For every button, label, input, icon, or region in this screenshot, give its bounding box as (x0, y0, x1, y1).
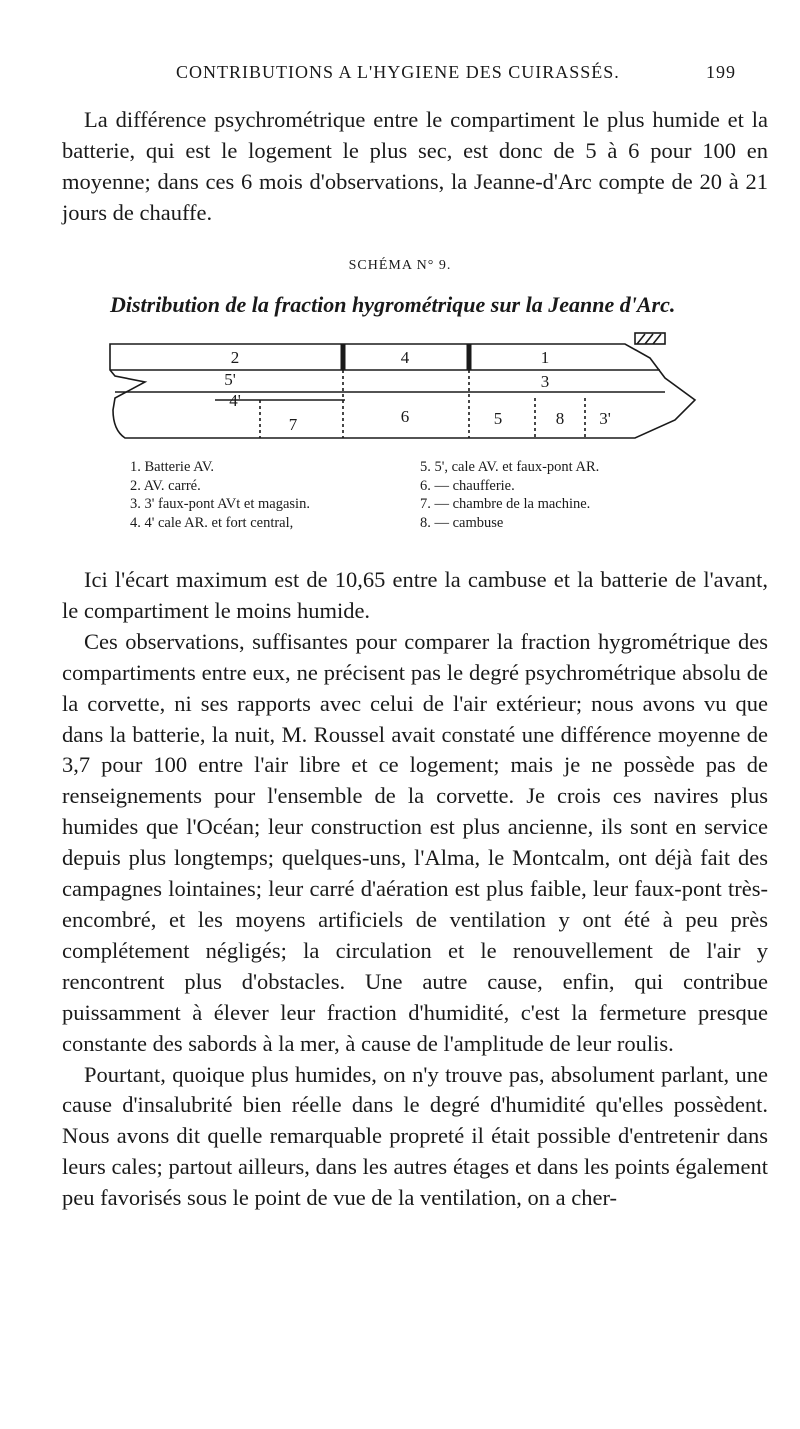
running-title: CONTRIBUTIONS A L'HYGIENE DES CUIRASSÉS. (176, 62, 620, 82)
running-header (176, 62, 736, 83)
compartment-3: 3 (540, 372, 550, 391)
compartment-1: 1 (540, 348, 550, 367)
schema-label: SCHÉMA N° 9. (348, 258, 452, 273)
compartment-7: 7 (288, 415, 298, 434)
legend-item: 1. Batterie AV. (130, 459, 215, 475)
diagram-legend (130, 458, 690, 532)
body-paragraph: Ces observations, suffisantes pour comparer la fraction hygrométrique des compartiments entre eux, ne précisent pas le degré psychrométrique absolu de la corvette, ni ses rapports avec celui de l'air extérieur; nous avons vu que dans la batterie, la nuit, M. Roussel avait constaté une différence moyenne de 3,7 pour 100 entre l'air libre et ce logement; mais je ne possède pas de renseignements pour l'ensemble de la corvette. Je crois ces navires plus humides que l'Océan; leur construction est plus ancienne, ils sont en service depuis plus longtemps; quelques-uns, l'Alma, le Montcalm, ont déjà fait des campagnes lointaines; leur carré d'aération est plus faible, leur faux-pont très-encombré, et les moyens artificiels de ventilation y ont été à peu près complétement négligés; la circulation et le renouvellement de l'air y rencontrent plus d'obstacles. Une autre cause, enfin, qui contribue puissamment à élever leur fraction d'humidité, c'est la fermeture presque constante des sabords à la mer, à cause de l'amplitude de leur roulis. (62, 628, 768, 1056)
legend-item: 6. — chaufferie. (420, 477, 515, 494)
ship-cross-section-diagram (105, 330, 705, 455)
compartment-2: 2 (230, 348, 240, 367)
compartment-5prime: 5' (224, 370, 236, 389)
legend-item: 4. 4' cale AR. et fort central, (130, 514, 294, 531)
intro-paragraph (62, 104, 768, 228)
intro-paragraph-text: La différence psychrométrique entre le compartiment le plus humide et la batterie, qui est le logement le plus sec, est donc de 5 à 6 pour 100 en moyenne; dans ces 6 mois d'observations, la Jeanne-d'Arc compte de 20 à 21 jours de chauffe. (62, 107, 768, 225)
legend-item: 3. 3' faux-pont AVt et magasin. (130, 496, 310, 512)
legend-item: 7. — chambre de la machine. (420, 496, 591, 512)
body-paragraph: Pourtant, quoique plus humides, on n'y trouve pas, absolument parlant, une cause d'insalubrité bien réelle dans le degré d'humidité qu'elles possèdent. Nous avons dit quelle remarquable propreté il était possible d'entretenir dans leurs cales; partout ailleurs, dans les autres étages et dans les points également peu favorisés sous le point de vue de la ventilation, on a cher- (62, 1061, 768, 1211)
diagram-title: Distribution de la fraction hygrométrique sur la Jeanne d'Arc. (110, 292, 676, 317)
legend-item: 2. AV. carré. (130, 477, 201, 494)
legend-item: 8. — cambuse (420, 514, 504, 531)
compartment-8: 8 (555, 409, 565, 428)
compartment-5: 5 (493, 409, 503, 428)
page-number: 199 (706, 62, 736, 82)
compartment-6: 6 (400, 407, 410, 426)
compartment-3prime: 3' (599, 409, 611, 428)
body-paragraph: Ici l'écart maximum est de 10,65 entre la cambuse et la batterie de l'avant, le compartiment le moins humide. (62, 567, 768, 623)
legend-item: 5. 5', cale AV. et faux-pont AR. (420, 459, 600, 475)
compartment-4: 4 (400, 348, 410, 367)
compartment-4prime: 4' (229, 391, 241, 410)
body-text (62, 565, 768, 1214)
